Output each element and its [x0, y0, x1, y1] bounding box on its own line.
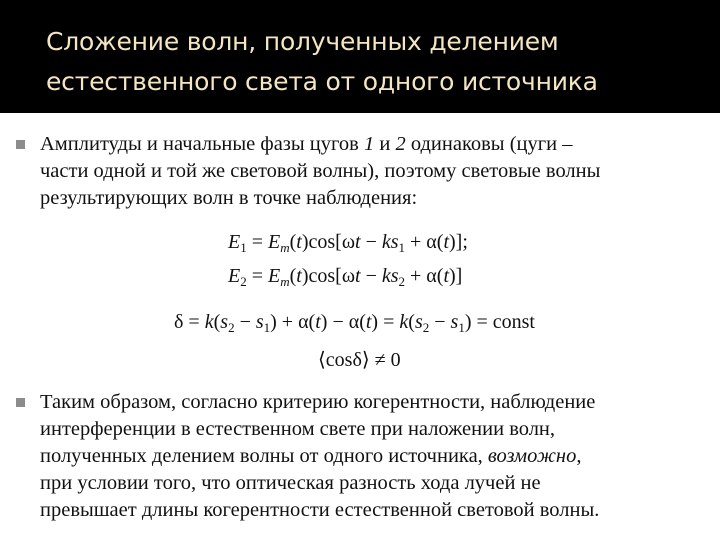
italic-number: 1 [363, 133, 375, 155]
text-run: одинаковы (цуги – [405, 133, 573, 155]
bullet-line: превышает длины когерентности естественной световой волны. [40, 499, 600, 521]
formula-e2: $E_2 = E_m(t)\cos[\omega t - ks_2 + \alpha(t)]$ [228, 265, 463, 289]
formula-cos-average: ⟨cosδ⟩ ≠ 0 [318, 349, 401, 371]
bullet-line [40, 131, 706, 158]
bullet-line: результирующих волн в точке наблюдения: [40, 187, 418, 209]
bullet-line [40, 443, 706, 470]
bullet-text [40, 389, 706, 524]
slide-content [0, 113, 720, 540]
square-bullet-icon [16, 140, 25, 149]
bullet-line: Таким образом, согласно критерию когерентности, наблюдение [40, 391, 596, 413]
bullet-line: при условии того, что оптическая разность хода лучей не [40, 472, 541, 494]
bullet-text [40, 131, 706, 212]
bullet-line: интерференции в естественном свете при наложении волн, [40, 418, 556, 440]
italic-emphasis: возможно [487, 445, 577, 467]
italic-number: 2 [395, 133, 406, 155]
text-run: полученных делением волны от одного источника, [40, 445, 488, 467]
formula-phase-difference: $\delta = k(s_2 - s_1) + \alpha(t) - \alpha(t) = k(s_2 - s_1)$ = const [174, 311, 535, 335]
title-bar [0, 0, 720, 113]
slide-title-line-1: Сложение волн, полученных делением [46, 27, 559, 56]
text-run: Амплитуды и начальные фазы цугов [40, 133, 364, 155]
slide-title-line-2: естественного света от одного источника [46, 67, 598, 96]
slide-title [46, 22, 696, 102]
text-run: и [374, 133, 396, 155]
square-bullet-icon [16, 398, 25, 407]
text-run: , [576, 445, 582, 467]
bullet-line: части одной и той же световой волны), поэтому световые волны [40, 160, 601, 182]
formula-e1: $E_1 = E_m(t)\cos[\omega t - ks_1 + \alpha(t)]$; [228, 231, 468, 255]
